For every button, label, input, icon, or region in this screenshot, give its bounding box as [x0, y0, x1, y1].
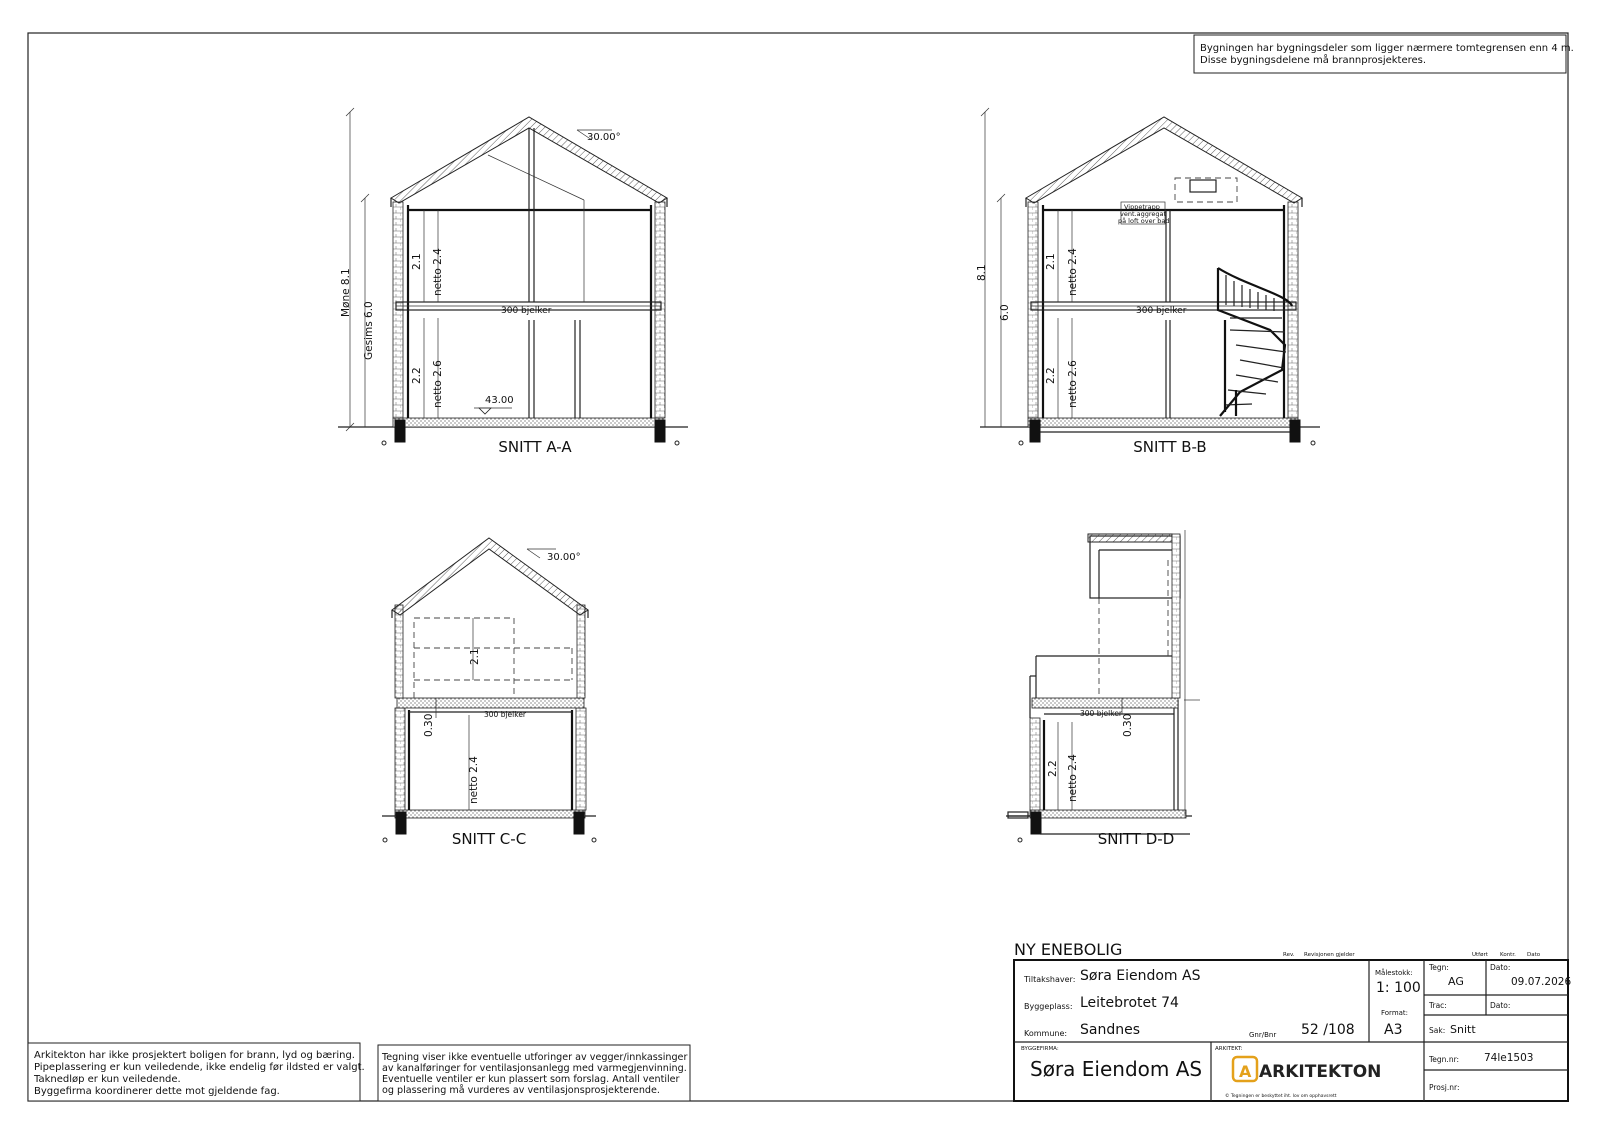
gnr-label: Gnr/Bnr [1249, 1031, 1277, 1039]
malestokk-label: Målestokk: [1375, 969, 1413, 977]
beams-c: 300 bjelker [484, 710, 527, 719]
vent-note-2: vent.aggregat [1120, 210, 1167, 218]
warning-note [1194, 35, 1574, 73]
height-d: 2.2 [1047, 760, 1059, 777]
tiltakshaver-value: Søra Eiendom AS [1080, 968, 1201, 984]
gnr-value: 52 /108 [1301, 1022, 1355, 1038]
note-left-line-4: Byggefirma koordinerer dette mot gjeldende fag. [34, 1086, 280, 1097]
roof-angle-a: 30.00° [587, 132, 621, 143]
kommune-label: Kommune: [1024, 1029, 1068, 1038]
lower-netto-a: netto 2.6 [432, 360, 444, 408]
note-left-line-2: Pipeplassering er kun veiledende, ikke endelig før ildsted er valgt. [34, 1062, 365, 1073]
arkitekton-wordmark: ARKITEKTON [1259, 1062, 1382, 1082]
sak-label: Sak: [1429, 1026, 1446, 1035]
section-a-a [338, 108, 688, 456]
upper-height-b: 2.1 [1045, 253, 1057, 270]
byggefirma-value: Søra Eiendom AS [1030, 1057, 1203, 1081]
warning-line-2: Disse bygningsdelene må brannprosjekteres. [1200, 55, 1427, 66]
tegn-value: AG [1448, 975, 1464, 988]
malestokk-value: 1: 100 [1376, 980, 1421, 996]
dato-value: 09.07.2026 [1511, 976, 1572, 988]
note-middle-line-4: og plassering må vurderes av ventilasjonsprosjekterende. [382, 1085, 660, 1096]
warning-line-1: Bygningen har bygningsdeler som ligger nærmere tomtegrensen enn 4 m. [1200, 43, 1574, 54]
mone-a: Møne 8.1 [340, 268, 352, 317]
title-b: SNITT B-B [1133, 438, 1207, 456]
section-d-d [1006, 530, 1200, 848]
upper-netto-b: netto 2.4 [1067, 248, 1079, 296]
vent-note-1: Vippetrapp [1124, 203, 1160, 211]
note-left-line-1: Arkitekton har ikke prosjektert boligen for brann, lyd og bæring. [34, 1050, 355, 1061]
sak-value: Snitt [1450, 1023, 1476, 1036]
rev-label: Rev. [1283, 952, 1295, 958]
gesims-a: Gesims 6.0 [363, 301, 375, 360]
upper-height-a: 2.1 [411, 253, 423, 270]
upper-netto-a: netto 2.4 [432, 248, 444, 296]
svg-text:A: A [1239, 1062, 1252, 1081]
attic-height-c: 2.1 [469, 648, 481, 665]
note-middle [378, 1045, 690, 1101]
kontr-label: Kontr. [1500, 952, 1516, 958]
format-label: Format: [1381, 1009, 1409, 1017]
title-a: SNITT A-A [498, 438, 572, 456]
dato-label: Dato: [1490, 963, 1511, 972]
format-value: A3 [1384, 1022, 1403, 1038]
mone-b: 8.1 [976, 264, 988, 281]
vent-note-3: på loft over bad [1118, 217, 1170, 225]
prosjnr-label: Prosj.nr: [1429, 1083, 1460, 1092]
tiltakshaver-label: Tiltakshaver: [1024, 975, 1076, 984]
lower-height-b: 2.2 [1045, 367, 1057, 384]
tegnnr-value: 74le1503 [1484, 1052, 1534, 1064]
beams-b: 300 bjelker [1136, 306, 1187, 316]
roof-angle-c: 30.00° [547, 552, 581, 563]
floor-thk-d: 0.30 [1122, 713, 1134, 737]
kommune-value: Sandnes [1080, 1022, 1141, 1038]
spiral-stair [1218, 268, 1292, 416]
note-middle-line-3: Eventuelle ventiler er kun plassert som forslag. Antall ventiler [382, 1074, 680, 1085]
copyright-note: © Tegningen er beskyttet iht. lov om opphavsrett [1225, 1094, 1337, 1099]
floor-thk-c: 0.30 [423, 713, 435, 737]
title-d: SNITT D-D [1097, 830, 1175, 848]
arkitekt-label: ARKITEKT: [1215, 1046, 1243, 1052]
lower-netto-b: netto 2.6 [1067, 360, 1079, 408]
dato-small-label: Dato [1527, 952, 1541, 958]
tegn-label: Tegn: [1429, 963, 1449, 972]
note-middle-line-2: av kanalføringer for ventilasjonsanlegg med varmegjenvinning. [382, 1063, 687, 1074]
rev-text: Revisjonen gjelder [1304, 952, 1355, 958]
netto-c: netto 2.4 [468, 756, 480, 804]
gesims-b: 6.0 [999, 304, 1011, 321]
note-left [28, 1043, 365, 1101]
title-c: SNITT C-C [451, 830, 527, 848]
project-title: NY ENEBOLIG [1014, 940, 1123, 959]
beams-a: 300 bjelker [501, 306, 552, 316]
sheet-border [28, 33, 1568, 1101]
byggefirma-label: BYGGEFIRMA: [1021, 1046, 1059, 1052]
utfort-label: Utført [1472, 952, 1488, 958]
lower-height-a: 2.2 [411, 367, 423, 384]
trac-label: Trac: [1429, 1001, 1447, 1010]
note-left-line-3: Taknedløp er kun veiledende. [34, 1074, 181, 1085]
netto-d: netto 2.4 [1067, 754, 1079, 802]
dato2-label: Dato: [1490, 1001, 1511, 1010]
beams-d: 300 bjelker [1080, 709, 1123, 718]
byggeplass-value: Leitebrotet 74 [1080, 995, 1179, 1011]
section-c-c [382, 538, 596, 848]
title-block [1014, 940, 1571, 1101]
note-middle-line-1: Tegning viser ikke eventuelle utforinger av vegger/innkassinger [382, 1052, 688, 1063]
level-a: 43.00 [485, 395, 514, 406]
section-b-b [976, 108, 1320, 456]
tegnnr-label: Tegn.nr: [1429, 1055, 1460, 1064]
byggeplass-label: Byggeplass: [1024, 1002, 1073, 1011]
